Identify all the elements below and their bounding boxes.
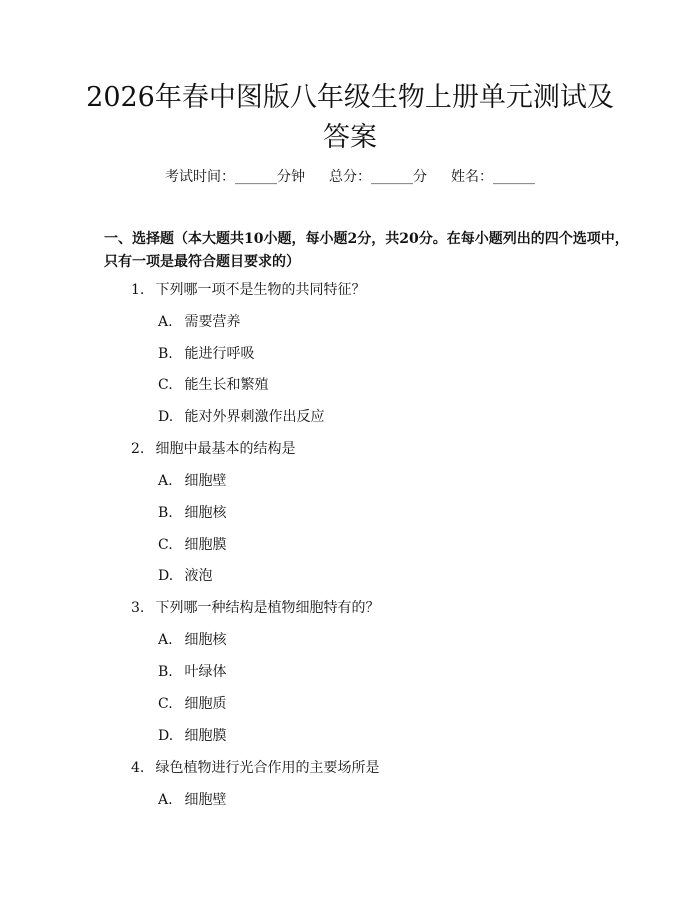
option-letter: B. [158,346,173,362]
question-1-option-d [158,407,324,427]
section-header-multiple-choice: 一、选择题（本大题共10小题，每小题2分，共20分。在每小题列出的四个选项中，只有一项是最符合题目要求的） [104,231,629,270]
student-name-label: 姓名： [451,169,493,185]
option-letter: A. [158,314,173,330]
option-text: 细胞核 [184,632,227,648]
option-letter: A. [158,632,173,648]
question-text: 下列哪一项不是生物的共同特征？ [155,282,366,298]
exam-time-field [165,169,305,185]
student-name-blank: ______ [493,169,535,185]
exam-time-label: 考试时间： [165,169,235,185]
option-letter: A. [158,473,173,489]
exam-time-blank: ______ [235,169,277,185]
option-text: 细胞膜 [184,728,227,744]
option-text: 能对外界刺激作出反应 [184,409,325,425]
option-letter: C. [158,537,173,553]
question-3-option-a [158,630,226,650]
option-letter: D. [158,728,174,744]
question-3 [131,598,379,618]
option-text: 能生长和繁殖 [184,377,269,393]
question-number: 3. [131,600,145,616]
question-1-option-c [158,375,268,395]
option-text: 细胞质 [184,696,227,712]
student-name-field [451,169,535,185]
option-letter: D. [158,409,174,425]
question-2-option-b [158,503,226,523]
question-text: 下列哪一种结构是植物细胞特有的？ [155,600,380,616]
question-2 [131,439,295,459]
option-letter: C. [158,377,173,393]
question-text: 细胞中最基本的结构是 [155,441,296,457]
option-letter: A. [158,792,173,808]
question-3-option-c [158,694,226,714]
question-1-option-a [158,312,240,332]
option-text: 能进行呼吸 [184,346,255,362]
question-text: 绿色植物进行光合作用的主要场所是 [155,760,380,776]
option-text: 叶绿体 [184,664,227,680]
question-3-option-b [158,662,226,682]
option-text: 细胞壁 [184,792,227,808]
option-text: 细胞壁 [184,473,227,489]
question-2-option-d [158,566,212,586]
question-1-option-b [158,344,254,364]
total-score-blank: ______ [371,169,413,185]
question-2-option-a [158,471,226,491]
option-letter: D. [158,568,174,584]
document-title: 2026年春中图版八年级生物上册单元测试及答案 [86,82,614,153]
question-3-option-d [158,726,226,746]
option-text: 细胞核 [184,505,227,521]
question-4-option-a [158,790,226,810]
exam-time-unit: 分钟 [277,169,305,185]
total-score-field [329,169,427,185]
question-4 [131,758,379,778]
question-2-option-c [158,535,226,555]
question-1 [131,280,365,300]
question-number: 1. [131,282,145,298]
option-text: 细胞膜 [184,537,227,553]
question-number: 2. [131,441,145,457]
option-text: 需要营养 [184,314,241,330]
option-letter: C. [158,696,173,712]
exam-info-line [0,166,700,188]
option-letter: B. [158,664,173,680]
question-number: 4. [131,760,145,776]
option-text: 液泡 [184,568,213,584]
total-score-label: 总分： [329,169,371,185]
total-score-unit: 分 [413,169,427,185]
option-letter: B. [158,505,173,521]
